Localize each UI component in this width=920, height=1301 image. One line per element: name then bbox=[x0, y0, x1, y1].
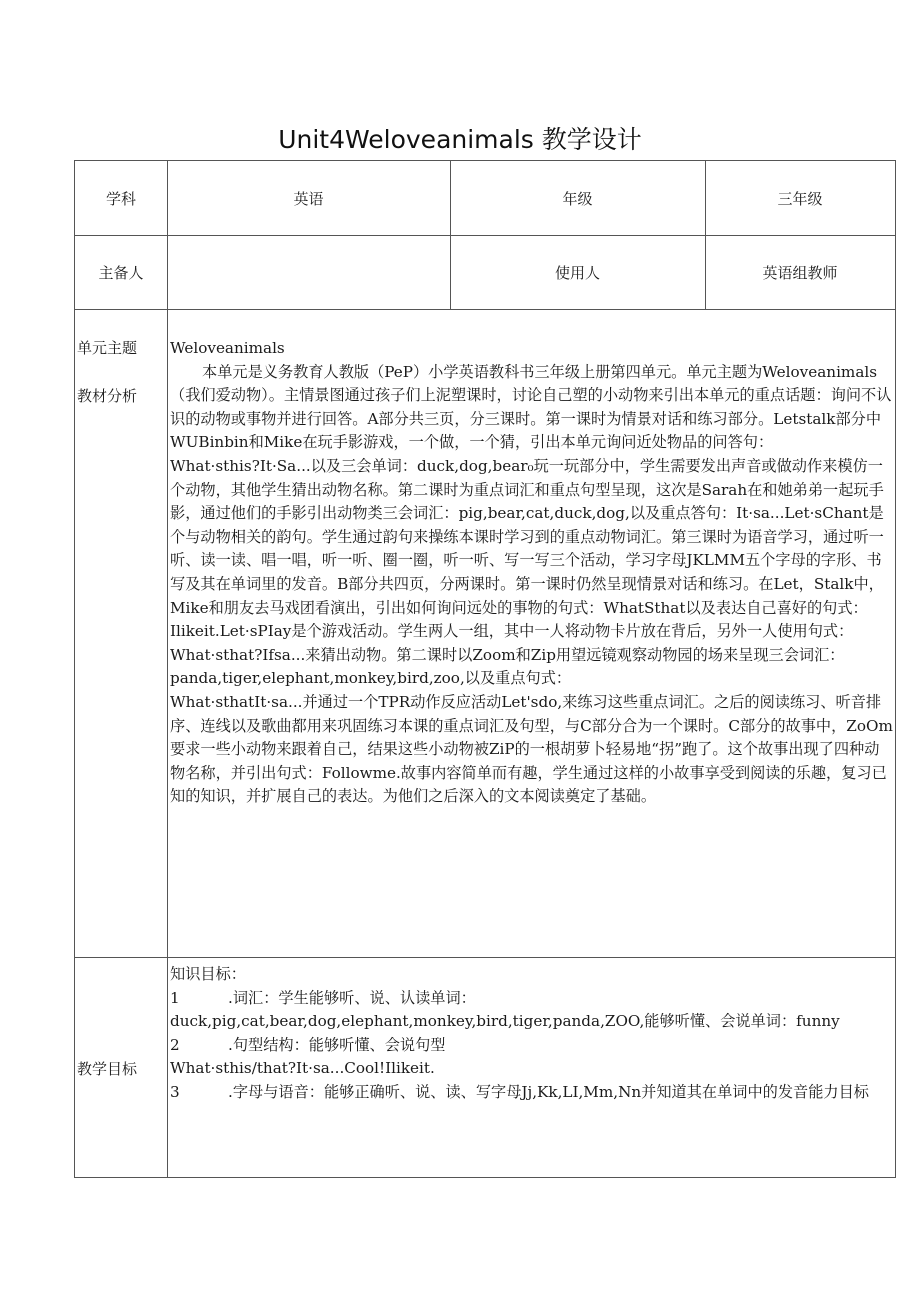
column-divider-3 bbox=[705, 161, 706, 309]
goal-number: 2 bbox=[170, 1035, 180, 1054]
teaching-goals-section bbox=[170, 963, 894, 1105]
goal-item-3 bbox=[170, 1081, 894, 1105]
subject-label: 学科 bbox=[105, 190, 136, 208]
goal-item-2 bbox=[170, 1034, 894, 1058]
subject-value: 英语 bbox=[293, 190, 324, 208]
goal-item-1 bbox=[170, 987, 894, 1011]
material-analysis-section bbox=[170, 337, 894, 809]
user-label: 使用人 bbox=[554, 264, 600, 282]
column-divider-2 bbox=[450, 161, 451, 309]
row-divider-1 bbox=[75, 235, 895, 236]
goal-number: 1 bbox=[170, 988, 180, 1007]
analysis-paragraph-2: What·sthis?It·Sa...以及三会单词：duck,dog,bear₀玩一玩部分中，学生需要发出声音或做动作来模仿一个动物，其他学生猜出动物名称。第二课时为重点词汇和重点句型呈现，这次是Sarah在和她弟弟一起玩手影，通过他们的手影引出动物类三会词汇：pig,bear,cat,duck,dog,以及重点答句：It·sa...Let·sChant是个与动物相关的韵句。学生通过韵句来操练本课时学习到的重点动物词汇。第三课时为语音学习，通过听一听、读一读、唱一唱，听一听、圈一圈，听一听、写一写三个活动，学习字母JKLMM五个字母的字形、书写及其在单词里的发音。B部分共四页，分两课时。第一课时仍然呈现情景对话和练习。在Let，Stalk中，Mike和朋友去马戏团看演出，引出如何询问远处的事物的句式：WhatSthat以及表达自己喜好的句式：Ilikeit.Let·sPIay是个游戏活动。学生两人一组，其中一人将动物卡片放在背后，另外一人使用句式：What·sthat?Ifsa...来猜出动物。第二课时以Zoom和Zip用望远镜观察动物园的场来呈现三会词汇： bbox=[170, 456, 884, 664]
row-divider-2 bbox=[75, 309, 895, 310]
grade-label: 年级 bbox=[562, 190, 593, 208]
unit-theme-label: 单元主题 bbox=[77, 339, 138, 357]
analysis-paragraph-4: What·sthatIt·sa...并通过一个TPR动作反应活动Let'sdo,来练习这些重点词汇。之后的阅读练习、听音排序、连线以及歌曲都用来巩固练习本课的重点词汇及句型，与C部分合为一个课时。C部分的故事中，ZoOm要求一些小动物来跟着自己，结果这些小动物被ZiP的一根胡萝卜轻易地“拐”跑了。这个故事出现了四种动物名称，并引出句式：Followme.故事内容简单而有趣，学生通过这样的小故事享受到阅读的乐趣，复习已知的知识，并扩展自己的表达。为他们之后深入的文本阅读奠定了基础。 bbox=[170, 692, 893, 806]
grade-value: 三年级 bbox=[777, 190, 823, 208]
goal-title: .字母与语音：能够正确听、说、读、写字母Jj,Kk,LI,Mm,Nn并知道其在单词中的发音能力目标 bbox=[228, 1082, 869, 1101]
lesson-plan-table bbox=[74, 160, 896, 1178]
goal-title: .句型结构：能够听懂、会说句型 bbox=[228, 1035, 446, 1054]
analysis-paragraph-3: panda,tiger,elephant,monkey,bird,zoo,以及重点句式： bbox=[170, 669, 572, 688]
teaching-goals-label: 教学目标 bbox=[77, 1060, 138, 1078]
analysis-paragraph-1: 本单元是义务教育人教版（PeP）小学英语教科书三年级上册第四单元。单元主题为Weloveanimals（我们爱动物）。主情景图通过孩子们上泥塑课时，讨论自己塑的小动物来引出本单元的重点话题：询问不认识的动物或事物并进行回答。A部分共三页，分三课时。第一课时为情景对话和练习部分。Letstalk部分中WUBinbin和Mike在玩手影游戏，一个做，一个猜，引出本单元询问近处物品的问答句： bbox=[170, 362, 892, 452]
knowledge-goals-heading: 知识目标： bbox=[170, 965, 246, 983]
goal-item-1-detail: duck,pig,cat,bear,dog,elephant,monkey,bird,tiger,panda,ZOO,能够听懂、会说单词：funny bbox=[170, 1012, 840, 1031]
lead-teacher-label: 主备人 bbox=[98, 264, 144, 282]
page-title: Unit4Weloveanimals 教学设计 bbox=[278, 125, 642, 154]
goal-title: .词汇：学生能够听、说、认读单词： bbox=[228, 988, 476, 1007]
material-analysis-label: 教材分析 bbox=[77, 387, 138, 405]
user-value: 英语组教师 bbox=[762, 264, 838, 282]
column-divider-label bbox=[167, 161, 168, 1177]
goal-item-2-detail: What·sthis/that?It·sa...Cool!Ilikeit. bbox=[170, 1059, 435, 1078]
row-divider-3 bbox=[75, 957, 895, 958]
unit-theme-value: Weloveanimals bbox=[170, 339, 285, 357]
goal-number: 3 bbox=[170, 1082, 180, 1101]
